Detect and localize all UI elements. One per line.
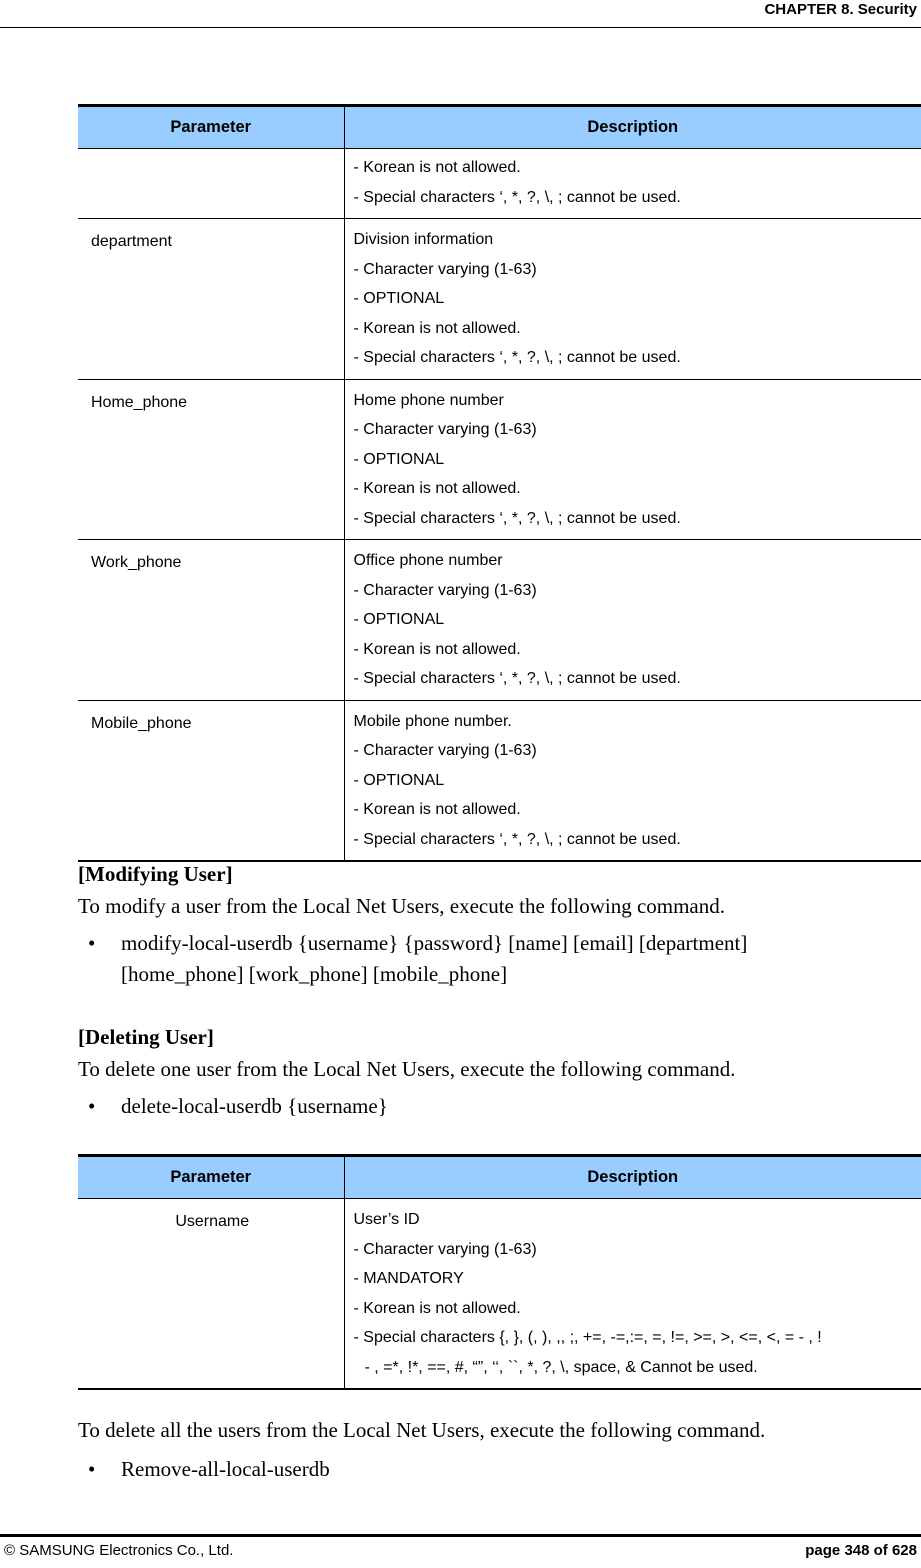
delete-all-intro: To delete all the users from the Local Net Users, execute the following command.	[78, 1418, 766, 1442]
table-row	[78, 219, 921, 380]
description-line: - Korean is not allowed.	[353, 319, 521, 337]
description-cell	[344, 219, 921, 380]
param-cell: Work_phone	[78, 540, 344, 701]
description-line: - Character varying (1-63)	[353, 421, 537, 438]
description-cell	[344, 540, 921, 701]
bullet-icon: •	[88, 931, 96, 955]
description-line: - Korean is not allowed.	[353, 1299, 521, 1317]
description-line: - Character varying (1-63)	[353, 1240, 537, 1258]
description-cell	[344, 1199, 921, 1390]
modify-user-heading: [Modifying User]	[78, 862, 233, 886]
copyright-text: © SAMSUNG Electronics Co., Ltd.	[4, 1542, 234, 1559]
description-line: - OPTIONAL	[353, 290, 445, 307]
description-line: - Special characters ‘, *, ?, \, ; cannot be used.	[353, 830, 681, 848]
parameter-table-1	[78, 104, 921, 862]
page-footer	[0, 1534, 921, 1568]
description-cell	[344, 379, 921, 540]
param-cell	[78, 149, 344, 219]
description-line: - Korean is not allowed.	[353, 159, 521, 176]
description-line: - , =*, !*, ==, #, “”, ‘‘, ``, *, ?, \, space, & Cannot be used.	[364, 1358, 758, 1376]
description-line: User’s ID	[353, 1211, 420, 1228]
description-line: - Character varying (1-63)	[353, 581, 537, 599]
bullet-icon: •	[88, 1094, 96, 1118]
param-cell: Username	[78, 1199, 344, 1390]
table-row	[78, 540, 921, 701]
param-cell: Home_phone	[78, 379, 344, 540]
modify-user-intro: To modify a user from the Local Net Users, execute the following command.	[78, 894, 726, 918]
modify-command-line-2: [home_phone] [work_phone] [mobile_phone]	[121, 962, 508, 986]
description-line: - Special characters ‘, *, ?, \, ; cannot be used.	[353, 349, 681, 366]
param-cell: department	[78, 219, 344, 380]
page-number: page 348 of 628	[805, 1542, 917, 1559]
page-header	[0, 0, 921, 28]
table-row	[78, 379, 921, 540]
description-line: - Special characters ‘, *, ?, \, ; cannot be used.	[353, 188, 681, 206]
description-cell	[344, 700, 921, 861]
description-line: - Special characters {, }, (, ), ,, ;, +=, -=,:=, =, !=, >=, >, <=, <, = - , !	[353, 1329, 822, 1346]
description-line: - Korean is not allowed.	[353, 801, 521, 818]
column-header-description: Description	[344, 106, 921, 149]
description-line: - Korean is not allowed.	[353, 480, 521, 497]
delete-user-intro: To delete one user from the Local Net Users, execute the following command.	[78, 1057, 736, 1081]
description-line: - OPTIONAL	[353, 611, 445, 628]
bullet-icon: •	[88, 1457, 96, 1481]
description-line: - MANDATORY	[353, 1270, 464, 1287]
chapter-title: CHAPTER 8. Security	[764, 1, 917, 18]
parameter-table-2	[78, 1154, 921, 1390]
description-line: Mobile phone number.	[353, 712, 512, 730]
column-header-parameter: Parameter	[78, 106, 344, 149]
description-line: - Character varying (1-63)	[353, 742, 537, 759]
delete-command: delete-local-userdb {username}	[121, 1094, 388, 1118]
delete-user-heading: [Deleting User]	[78, 1025, 214, 1049]
description-line: Office phone number	[353, 552, 503, 569]
column-header-parameter: Parameter	[78, 1156, 344, 1199]
description-line: - Korean is not allowed.	[353, 640, 521, 658]
description-line: - OPTIONAL	[353, 771, 445, 789]
table-row	[78, 149, 921, 219]
description-line: - Special characters ‘, *, ?, \, ; cannot be used.	[353, 509, 681, 527]
description-line: - OPTIONAL	[353, 450, 445, 468]
description-line: - Special characters ‘, *, ?, \, ; cannot be used.	[353, 670, 681, 687]
description-cell	[344, 149, 921, 219]
param-cell: Mobile_phone	[78, 700, 344, 861]
description-line: Home phone number	[353, 391, 504, 409]
column-header-description: Description	[344, 1156, 921, 1199]
table-row	[78, 700, 921, 861]
delete-all-command: Remove-all-local-userdb	[121, 1457, 330, 1481]
table-row	[78, 1199, 921, 1390]
description-line: - Character varying (1-63)	[353, 260, 537, 278]
description-line: Division information	[353, 231, 494, 248]
modify-command-line-1: modify-local-userdb {username} {password} [name] [email] [department]	[121, 931, 748, 955]
